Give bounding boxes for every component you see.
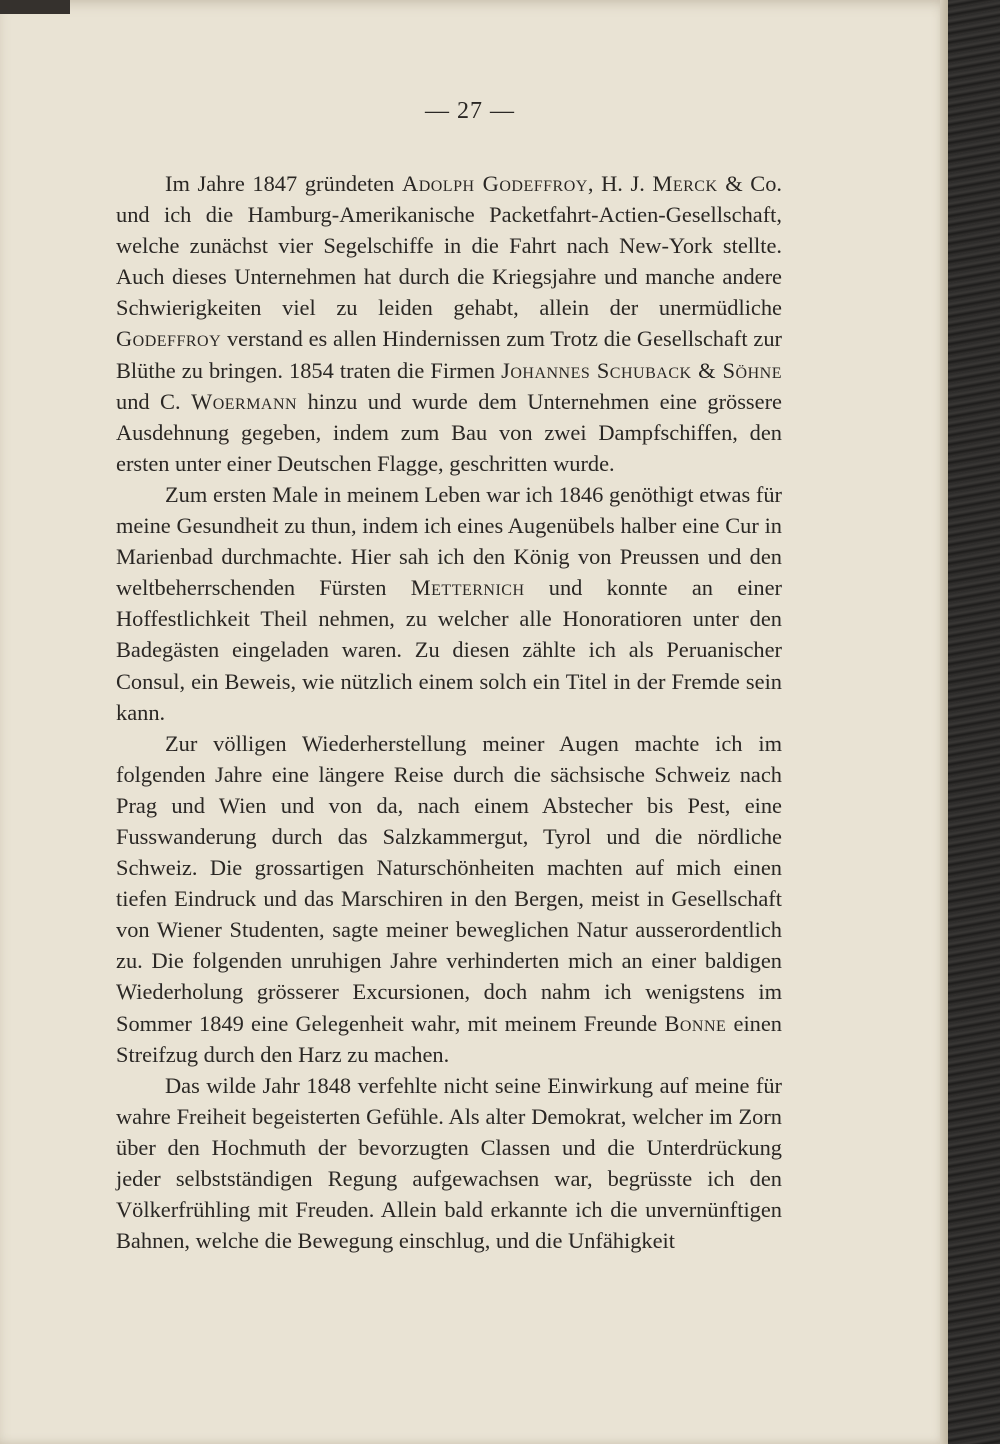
person-name: Bonne: [664, 1010, 727, 1036]
text-run: Zum ersten Male in meinem Leben war ich 1846 genöthigt etwas für meine Gesundheit zu thun, indem ich eines Augenübels halber eine Cur in Marienbad durchmachte. Hier sah ich den König von Preussen und den weltbeherrschenden Fürsten: [116, 481, 782, 601]
page-corner-shadow: [0, 0, 70, 14]
text-run: und konnte an einer Hoffestlichkeit Theil nehmen, zu welcher alle Honoratioren unter den Badegästen eingeladen waren. Zu diesen zählte ich als Peruanischer Consul, ein Beweis, wie nützlich einem solch ein Titel in der Fremde sein kann.: [116, 575, 782, 725]
page-number: — 27 —: [425, 98, 515, 124]
paragraph: [116, 1070, 782, 1257]
text-run: Im Jahre 1847 gründeten: [165, 171, 403, 196]
paragraph: [116, 728, 782, 1070]
text-run: & Co. und ich die Hamburg-Amerikanische Packetfahrt-Actien-Gesellschaft, welche zunächst vier Segelschiffe in die Fahrt nach New-York stellte. Auch dieses Unternehmen hat durch die Kriegsjahre und manche andere Schwierigkeiten viel zu leiden gehabt, allein der unermüdliche: [116, 171, 782, 321]
paragraph: [116, 168, 782, 479]
text-run: und C.: [116, 388, 192, 414]
text-run: Das wilde Jahr 1848 verfehlte nicht seine Einwirkung auf meine für wahre Freiheit begeisterten Gefühle. Als alter Demokrat, welcher im Zorn über den Hochmuth der bevorzugten Classen und die Unterdrückung jeder selbstständigen Regung aufgewachsen war, begrüsste ich den Völkerfrühling mit Freuden. Allein bald erkannte ich die unvernünftigen Bahnen, welche die Bewegung einschlug, und die Unfähigkeit: [116, 1072, 782, 1254]
text-run: , H. J.: [587, 171, 653, 196]
person-name: Woermann: [191, 388, 298, 414]
person-name: Merck: [652, 171, 718, 196]
paragraph: [116, 479, 782, 728]
text-run: einen Streifzug durch den Harz zu machen.: [116, 1010, 782, 1067]
person-name: Godeffroy: [116, 326, 222, 352]
body-text: [116, 168, 782, 1256]
text-run: hinzu und wurde dem Unternehmen eine grössere Ausdehnung gegeben, indem zum Bau von zwei Dampfschiffen, den ersten unter einer Deutschen Flagge, geschritten wurde.: [116, 388, 782, 476]
book-spine: [948, 0, 1000, 1444]
text-run: Zur völligen Wiederherstellung meiner Augen machte ich im folgenden Jahre eine längere Reise durch die sächsische Schweiz nach Prag und Wien und von da, nach einem Abstecher bis Pest, eine Fusswanderung durch das Salzkammergut, Tyrol und die nördliche Schweiz. Die grossartigen Naturschönheiten machten auf mich einen tiefen Eindruck und das Marschiren in den Bergen, meist in Gesellschaft von Wiener Studenten, sagte meiner beweglichen Natur ausserordentlich zu. Die folgenden unruhigen Jahre verhinderten mich an einer baldigen Wiederholung grösserer Excursionen, doch nahm ich wenigstens im Sommer 1849 eine Gelegenheit wahr, mit meinem Freunde: [116, 730, 782, 1036]
person-name: Metternich: [410, 575, 525, 601]
person-name: Johannes Schuback & Söhne: [501, 357, 782, 383]
person-name: Adolph Godeffroy: [402, 171, 588, 196]
text-run: verstand es allen Hindernissen zum Trotz die Gesellschaft zur Blüthe zu bringen. 1854 traten die Firmen: [116, 326, 782, 383]
